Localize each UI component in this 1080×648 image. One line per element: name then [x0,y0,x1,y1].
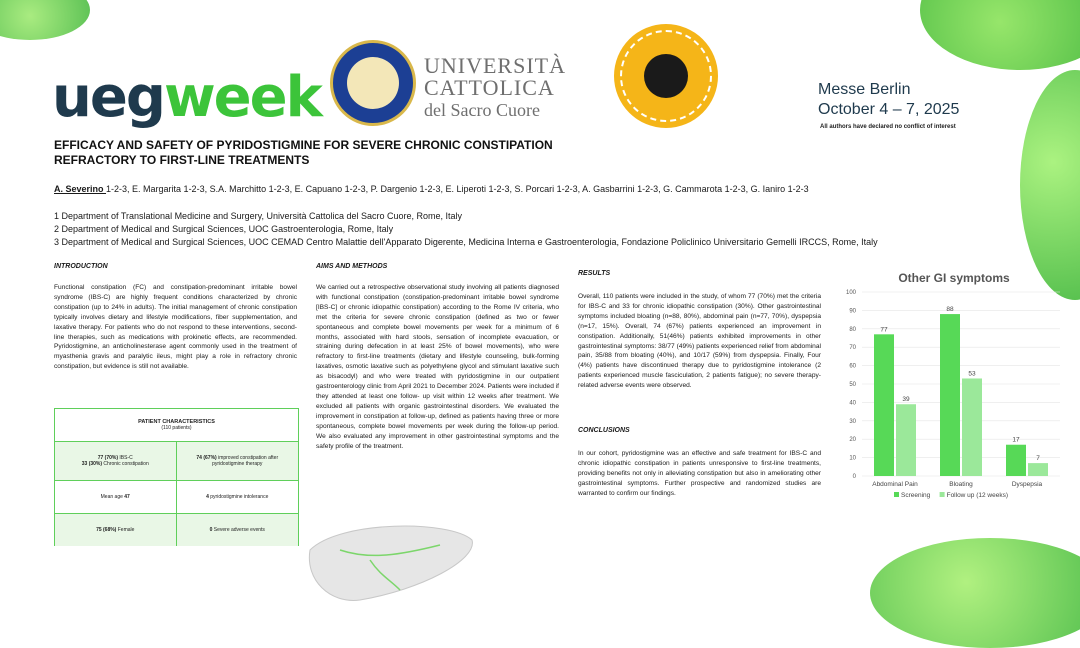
decor-green-top-left [0,0,90,40]
bar-data-label: 77 [880,326,888,334]
ibs-c-label: IBS-C [118,455,133,461]
university-seal-icon [330,40,416,126]
bar [1028,463,1048,476]
results-heading: RESULTS [578,270,611,277]
decor-green-bottom-right [870,538,1080,648]
table-cell [55,481,177,513]
y-tick-label: 60 [849,363,856,370]
author-list [54,184,1034,194]
liver-illustration-icon [300,520,480,608]
bar [1006,445,1026,476]
table-header [55,409,298,442]
university-line2: CATTOLICA [424,75,555,100]
y-tick-label: 50 [849,382,856,388]
bar [940,314,960,476]
improved-label: improved constipation after pyridostigmine therapy [212,455,279,467]
y-tick-label: 10 [849,455,856,462]
bar-data-label: 88 [946,306,954,314]
introduction-text: Functional constipation (FC) and constipation-predominant irritable bowel syndrome (IBS-C) are highly frequent conditions characterized by chronic constipation (up to 24% in adults). The initial management of chronic constipation typically involves dietary and lifestyle modifications, fiber supplementation, and laxative therapy. For patients who do not respond to these interventions, second-line therapies, such as medications with prokinetic effects, are recommended. Pyridostigmine, an anticholinesterase agent commonly used in the treatment of myasthenia gravis and paralytic ileus, might play a role in refractory chronic constipation, but evidence is still not available. [54,284,297,371]
bar-data-label: 53 [968,370,976,378]
y-tick-label: 90 [849,308,856,315]
results-text: Overall, 110 patients were included in the study, of whom 77 (70%) met the criteria for IBS-C and 33 for chronic idiopathic constipation (30%). Other gastrointestinal symptoms included bloating (n=88, 80%), abdominal pain (n=77, 70%), dyspepsia (n=17, 15%). Overall, 74 (67%) patients experienced an improvement in constipation. Additionally, 51(46%) patients exhibited improvements in other gastrointestinal symptoms: 38/77 (49%) patients experienced relief from abdominal pain, 35/88 from bloating (40%), and 10/17 (59%) from dyspepsia. Finally, Four (4%) patients have discontinued therapy due to pyridostigmine intolerance (2 patients experienced muscle fasciculation, 2 patients fatigue); no severe therapy-related adverse events were observed. [578,293,821,390]
conclusions-text: In our cohort, pyridostigmine was an effective and safe treatment for IBS-C and chronic idiopathic constipation in patients unresponsive to first-line treatments, providing benefits not only in alleviating constipation but also in ameliorating other gastrointestinal symptoms. Further prospective and randomized studies are warranted to confirm our findings. [578,450,821,497]
chart-title: Other GI symptoms [898,271,1010,285]
mean-age-value: 47 [124,494,130,500]
adverse-label: Severe adverse events [212,527,265,533]
bar [896,404,916,476]
cc-count: 33 (30%) [81,461,103,467]
title-line2: REFRACTORY TO FIRST-LINE TREATMENTS [54,153,310,167]
bar [874,334,894,476]
y-tick-label: 40 [849,400,856,407]
introduction-heading: INTRODUCTION [54,263,108,270]
aims-heading: AIMS AND METHODS [316,263,388,270]
event-dates: October 4 – 7, 2025 [818,101,960,118]
bar-data-label: 39 [902,396,910,404]
y-tick-label: 100 [845,290,856,296]
university-name [424,55,566,119]
x-tick-label: Abdominal Pain [872,481,918,488]
logo-week-text: week [163,65,321,130]
female-label: Female [116,527,135,533]
affiliation-1: 1 Department of Translational Medicine and Surgery, Università Cattolica del Sacro Cuore, Rome, Italy [54,211,463,221]
affiliation-2: 2 Department of Medical and Surgical Sciences, UOC Gastroenterologia, Rome, Italy [54,224,394,234]
university-line1: UNIVERSITÀ [424,53,566,78]
event-venue: Messe Berlin [818,81,911,98]
intolerance-label: pyridostigmine intolerance [208,494,269,500]
conclusions-heading: CONCLUSIONS [578,427,630,434]
legend-label: Follow up (12 weeks) [946,492,1009,499]
bar-data-label: 7 [1036,455,1040,463]
title-line1: EFFICACY AND SAFETY OF PYRIDOSTIGMINE FOR SEVERE CHRONIC CONSTIPATION [54,138,553,152]
table-cell [177,481,299,513]
y-tick-label: 70 [849,345,856,352]
table-row [55,442,298,481]
bar-data-label: 17 [1012,436,1020,444]
improved-count: 74 (67%) [196,455,217,461]
legend-label: Screening [901,492,931,499]
other-authors: 1-2-3, E. Margarita 1-2-3, S.A. Marchitto 1-2-3, E. Capuano 1-2-3, P. Dargenio 1-2-3, E. Liperoti 1-2-3, S. Porcari 1-2-3, A. Gasbarrini 1-2-3, G. Cammarota 1-2-3, G. Ianiro 1-2-3 [106,184,809,194]
aims-text: We carried out a retrospective observational study involving all patients diagnosed with functional constipation (constipation-predominant irritable bowel syndrome [IBS-C] or chronic idiopathic constipation) according to the Rome IV criteria, who met the criteria for severe chronic constipation (defined as two or fewer spontaneous and complete bowel movements per week for a minimum of 6 months, associated with hard stools, sensation of incomplete evacuation, or straining during defecation in at least 25% of bowel movements), who were refractory to first-line treatments (dietary and lifestyle counseling, bulk-forming laxatives, osmotic laxative such as polyethylene glycol and stimulant laxative such as bisacodyl) and who were treated with pyridostigmine in our outpatient gastroenterology clinic from April 2021 to December 2024. Patients were included if they attended at least one follow- up visit within 12 weeks after treatment. We excluded all patients with organic gastrointestinal disorders. We evaluated the improvement in constipation at follow-up, defined as patients having three or more spontaneous, complete bowel movements per week during the follow-up period. We also evaluated any improvement in other gastrointestinal symptoms and the safety profile of the treatment. [316,284,559,450]
cc-label: Chronic constipation [102,461,149,467]
x-tick-label: Dyspepsia [1011,481,1043,488]
intolerance-count: 4 [206,494,209,500]
logo-ueg-text: ueg [52,65,164,130]
ibs-c-count: 77 (70%) [97,455,119,461]
table-cell [55,442,177,480]
legend-swatch [894,492,899,497]
university-line3: del Sacro Cuore [424,100,540,120]
adverse-count: 0 [209,527,213,533]
conflict-note: All authors have declared no conflict of interest [820,124,956,130]
table-row [55,514,298,546]
x-tick-label: Bloating [949,481,973,488]
affiliations [54,210,1034,249]
affiliation-3: 3 Department of Medical and Surgical Sciences, UOC CEMAD Centro Malattie dell'Apparato Digerente, Medicina Interna e Gastroenterologia, Fondazione Policlinico Universitario Gemelli IRCCS, Rome, Italy [54,237,878,247]
ueg-week-logo [52,65,321,130]
event-info [818,80,959,120]
table-cell [177,442,299,480]
table-title: PATIENT CHARACTERISTICS [138,419,215,425]
y-tick-label: 30 [849,418,856,425]
table-subtitle: (110 patients) [161,425,192,431]
decor-green-top-right [920,0,1080,70]
first-author: A. Severino [54,184,107,194]
microbiome-clinic-logo-icon [614,24,718,128]
patient-characteristics-table [54,408,299,546]
bar [962,378,982,476]
table-cell [177,514,299,546]
table-row [55,481,298,514]
female-count: 75 (68%) [96,527,117,533]
y-tick-label: 0 [852,474,856,480]
mean-age-label: Mean age [100,494,125,500]
y-tick-label: 20 [849,437,856,444]
poster-title [54,138,614,168]
table-cell [55,514,177,546]
gi-symptoms-chart [838,266,1070,506]
legend-swatch [940,492,945,497]
y-tick-label: 80 [849,326,856,333]
